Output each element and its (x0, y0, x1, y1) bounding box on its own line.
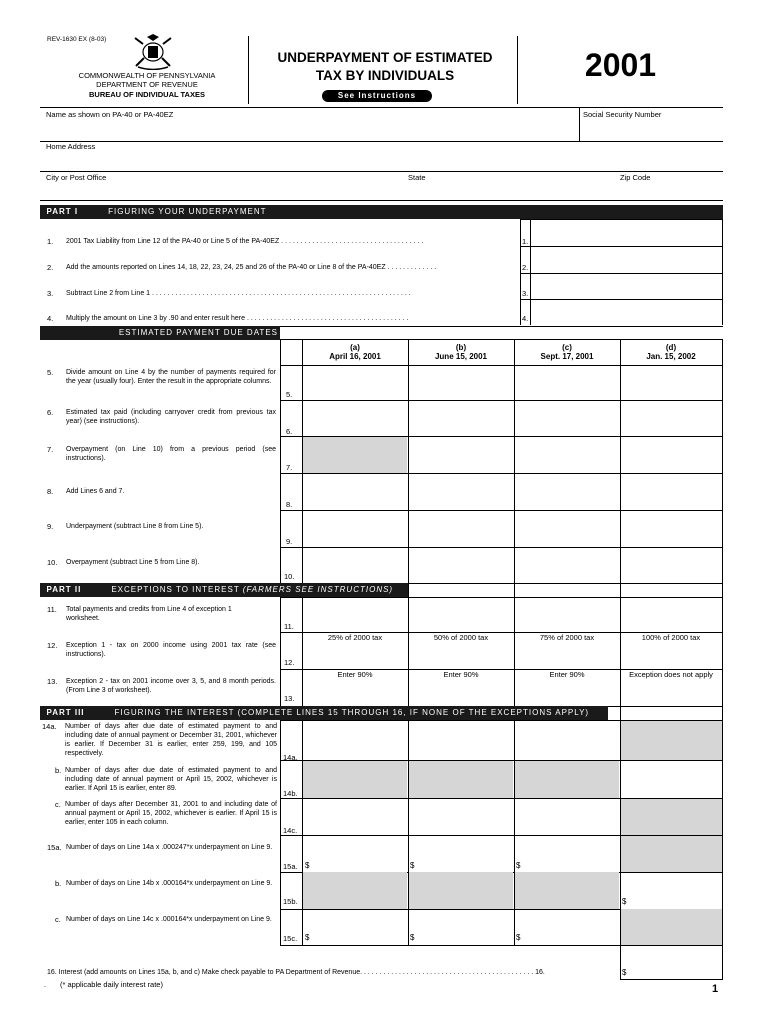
part3-label: PART III (46, 708, 85, 717)
dollar-15a-b: $ (410, 861, 415, 870)
table-cell-input[interactable] (516, 910, 618, 943)
shaded-cell-14b-a (303, 761, 407, 798)
table-cell-input[interactable] (622, 437, 720, 471)
part2-header (40, 583, 408, 597)
table-column-line (514, 339, 515, 945)
table-cell-input[interactable] (410, 836, 512, 870)
table-column-line (280, 339, 281, 945)
line13-text: Exception 2 - tax on 2001 income over 3, 5, and 8 month periods. (From Line 3 of worksheet). (66, 678, 276, 694)
table-cell-input[interactable] (304, 474, 406, 508)
line14c-text: Number of days after December 31, 2001 to and including date of annual payment or April 15, 2002, whichever is earlier. If April 15 is earlier, enter 105 in each column. (65, 801, 277, 826)
col-d-letter: (d) (665, 343, 677, 352)
table-cell-input[interactable] (516, 366, 618, 398)
address-field[interactable] (46, 152, 721, 170)
line14a-box-label: 14a. (283, 753, 298, 762)
line1-box-label: 1. (522, 237, 529, 246)
ssn-label: Social Security Number (583, 110, 662, 119)
line3-field[interactable] (532, 274, 721, 298)
header-divider-left (248, 36, 249, 104)
table-cell-input[interactable] (410, 437, 512, 471)
line5-text: Divide amount on Line 4 by the number of payments required for the year (usually four). Enter the result in the appropriate columns. (66, 369, 276, 385)
see-instructions-button[interactable]: See Instructions (322, 90, 432, 102)
line13-note-b: Enter 90% (443, 670, 479, 679)
table-cell-input[interactable] (622, 598, 720, 630)
line15c-box-label: 15c. (283, 934, 298, 943)
line2-text: Add the amounts reported on Lines 14, 18, 22, 23, 24, 25 and 26 of the PA-40 or Line 8 of the PA-40EZ . . . . . . . . . . . . . (66, 264, 437, 271)
shaded-cell-14a-d (621, 721, 722, 760)
line3-num: 3. (47, 289, 54, 298)
table-cell-input[interactable] (410, 721, 512, 758)
table-cell-input[interactable] (304, 366, 406, 398)
line1-text: 2001 Tax Liability from Line 12 of the PA-40 or Line 5 of the PA-40EZ . . . . . . . . . . . . . . . . . . . . . . . . . . . . . . . . . . . . . (66, 238, 424, 245)
line12-num: 12. (47, 641, 58, 650)
line2-num: 2. (47, 263, 54, 272)
part2-label: PART II (46, 585, 82, 594)
table-cell-input[interactable] (622, 761, 720, 796)
table-cell-input[interactable] (410, 401, 512, 434)
shaded-cell-15b-b (409, 872, 513, 909)
shaded-cell-15b-c (515, 872, 619, 909)
line6-text: Estimated tax paid (including carryover credit from previous tax year) (see instructions). (66, 409, 276, 425)
line7-num: 7. (47, 445, 54, 454)
line3-text: Subtract Line 2 from Line 1 . . . . . . . . . . . . . . . . . . . . . . . . . . . . . . . . . . . . . . . . . . . . . . . . . . . . . . . . . . . . . . . . . . . (66, 290, 411, 297)
dollar-15c-a: $ (305, 933, 310, 942)
part3-header (40, 706, 608, 720)
state-label: State (408, 173, 426, 182)
footnote-bullet: . (44, 980, 47, 989)
line4-box-label: 4. (522, 314, 529, 323)
line10-box-label: 10. (284, 572, 295, 581)
line16-field[interactable] (630, 946, 720, 978)
line9-text: Underpayment (subtract Line 8 from Line 5). (66, 523, 204, 530)
state-field[interactable] (408, 184, 588, 200)
table-cell-input[interactable] (304, 548, 406, 581)
col-d-date: Jan. 15, 2002 (646, 352, 696, 361)
line11-text: Total payments and credits from Line 4 of exception 1 worksheet. (66, 606, 232, 622)
table-cell-input[interactable] (304, 721, 406, 758)
table-column-line (722, 339, 723, 945)
line12-note-d: 100% of 2000 tax (641, 633, 701, 642)
table-cell-input[interactable] (622, 511, 720, 545)
line10-num: 10. (47, 558, 58, 567)
line5-box-label: 5. (286, 390, 293, 399)
line12-text: Exception 1 - tax on 2000 income using 2001 tax rate (see instructions). (66, 642, 276, 658)
table-cell-input[interactable] (304, 836, 406, 870)
col-b-date: June 15, 2001 (434, 352, 488, 361)
table-column-line (408, 339, 409, 945)
col-a-date: April 16, 2001 (329, 352, 381, 361)
line15c-text: Number of days on Line 14c x .000164*x underpayment on Line 9. (66, 916, 272, 923)
line12-note-b: 50% of 2000 tax (433, 633, 489, 642)
line13-box-label: 13. (284, 694, 295, 703)
part2-title: EXCEPTIONS TO INTEREST (111, 585, 240, 594)
table-row-line (280, 339, 723, 340)
table-cell-input[interactable] (304, 598, 406, 630)
dollar-15a-a: $ (305, 861, 310, 870)
shaded-cell-15c-d (621, 909, 722, 945)
line15a-text: Number of days on Line 14a x .000247*x underpayment on Line 9. (66, 844, 273, 851)
line4-field[interactable] (532, 300, 721, 324)
zip-label: Zip Code (620, 173, 651, 182)
table-cell-input[interactable] (516, 474, 618, 508)
line12-box-label: 12. (284, 658, 295, 667)
table-cell-input[interactable] (410, 548, 512, 581)
col-c-date: Sept. 17, 2001 (540, 352, 594, 361)
line12-note-c: 75% of 2000 tax (539, 633, 595, 642)
line6-num: 6. (47, 408, 54, 417)
line11-num: 11. (47, 605, 57, 614)
line15b-text: Number of days on Line 14b x .000164*x underpayment on Line 9. (66, 880, 273, 887)
shaded-cell-14b-b (409, 761, 513, 798)
line2-field[interactable] (532, 247, 721, 272)
col-b-letter: (b) (455, 343, 467, 352)
footnote: (* applicable daily interest rate) (60, 980, 163, 989)
line9-box-label: 9. (286, 537, 293, 546)
zip-field[interactable] (620, 184, 720, 200)
line15a-num: 15a. (47, 843, 62, 852)
dollar-16: $ (622, 968, 627, 977)
line15a-box-label: 15a. (283, 862, 298, 871)
line14b-num: b. (55, 766, 62, 775)
line14c-num: c. (55, 800, 61, 809)
table-cell-input[interactable] (410, 598, 512, 630)
line2-box-label: 2. (522, 263, 529, 272)
part3-title: FIGURING THE INTEREST (COMPLETE LINES 15 THROUGH 16, IF NONE OF THE EXCEPTIONS APPLY) (114, 708, 590, 717)
line16-text: 16. Interest (add amounts on Lines 15a, b, and c) Make check payable to PA Department of Revenue. . . . . . . . . . . . . . . . . . . . . . . . . . . . . . . . . . . . . . . . . . . . . 16. (47, 969, 545, 976)
agency-name: COMMONWEALTH OF PENNSYLVANIA (78, 71, 216, 80)
city-label: City or Post Office (46, 173, 107, 182)
line15b-box-label: 15b. (283, 897, 298, 906)
form-id: REV-1630 EX (8-03) (47, 36, 107, 43)
due-dates-header (40, 326, 280, 340)
table-cell-input[interactable] (516, 721, 618, 758)
table-cell-input[interactable] (622, 548, 720, 581)
table-cell-input[interactable] (304, 799, 406, 833)
shaded-cell-14b-c (515, 761, 619, 798)
table-cell-input[interactable] (410, 511, 512, 545)
table-cell-input[interactable] (516, 548, 618, 581)
line11-box-label: 11. (284, 622, 294, 631)
table-cell-input[interactable] (410, 366, 512, 398)
line7-text: Overpayment (on Line 10) from a previous period (see instructions). (66, 446, 276, 462)
line14a-text: Number of days after due date of estimated payment to and including date of annual payment or December 31, 2001, whichever is earlier. If December 31 is earlier, enter 259, 199, and 105 respectively. (65, 723, 277, 757)
table-cell-input[interactable] (304, 511, 406, 545)
line13-note-c: Enter 90% (549, 670, 585, 679)
line13-note-a: Enter 90% (337, 670, 373, 679)
table-cell-input[interactable] (516, 401, 618, 434)
line7-box-label: 7. (286, 463, 293, 472)
part1-header (40, 205, 723, 219)
line15b-num: b. (55, 879, 62, 888)
part1-label: PART I (46, 207, 79, 216)
table-cell-input[interactable] (516, 836, 618, 870)
address-label: Home Address (46, 142, 96, 151)
line1-field[interactable] (532, 220, 721, 245)
line15c-num: c. (55, 915, 61, 924)
line13-note-d: Exception does not apply (629, 670, 713, 679)
shaded-cell-7a (303, 437, 407, 473)
table-cell-input[interactable] (516, 511, 618, 545)
line8-num: 8. (47, 487, 54, 496)
line13-num: 13. (47, 677, 58, 686)
shaded-cell-15a-d (621, 836, 722, 872)
line4-text: Multiply the amount on Line 3 by .90 and enter result here . . . . . . . . . . . . . . . . . . . . . . . . . . . . . . . . . . . . . . . . . . (66, 315, 409, 322)
line14b-box-label: 14b. (283, 789, 298, 798)
line6-box-label: 6. (286, 427, 293, 436)
table-cell-input[interactable] (516, 598, 618, 630)
line10-text: Overpayment (subtract Line 5 from Line 8). (66, 559, 200, 566)
col-a-letter: (a) (350, 343, 360, 352)
line9-num: 9. (47, 522, 54, 531)
tax-year: 2001 (584, 47, 657, 83)
dollar-15a-c: $ (516, 861, 521, 870)
pa-seal-icon (130, 34, 176, 70)
table-cell-input[interactable] (622, 873, 720, 907)
table-cell-input[interactable] (516, 799, 618, 833)
table-cell-input[interactable] (410, 799, 512, 833)
line1-num: 1. (47, 237, 54, 246)
table-cell-input[interactable] (622, 366, 720, 398)
line8-text: Add Lines 6 and 7. (66, 488, 125, 495)
form-title-line2: TAX BY INDIVIDUALS (315, 68, 455, 83)
shaded-cell-14c-d (621, 799, 722, 835)
line14b-text: Number of days after due date of estimated payment to and including date of annual payment or April 15, 2002, whichever is earlier. If April 15 is earlier, enter 89. (65, 767, 277, 792)
name-field[interactable] (46, 120, 576, 140)
line5-num: 5. (47, 368, 54, 377)
table-column-line (302, 339, 303, 945)
page-number: 1 (712, 983, 719, 995)
shaded-cell-15b-a (303, 872, 407, 909)
part2-title-note: (FARMERS SEE INSTRUCTIONS) (242, 585, 394, 594)
line14c-box-label: 14c. (283, 826, 298, 835)
dollar-15b-d: $ (622, 897, 627, 906)
table-cell-input[interactable] (304, 910, 406, 943)
table-cell-input[interactable] (304, 401, 406, 434)
due-dates-title: ESTIMATED PAYMENT DUE DATES (118, 328, 278, 337)
line8-box-label: 8. (286, 500, 293, 509)
table-cell-input[interactable] (622, 474, 720, 508)
line12-note-a: 25% of 2000 tax (327, 633, 383, 642)
table-cell-input[interactable] (516, 437, 618, 471)
city-field[interactable] (46, 184, 396, 200)
line3-box-label: 3. (522, 289, 529, 298)
table-cell-input[interactable] (410, 910, 512, 943)
dollar-15c-b: $ (410, 933, 415, 942)
line4-num: 4. (47, 314, 54, 323)
ssn-field[interactable] (583, 120, 721, 140)
table-cell-input[interactable] (410, 474, 512, 508)
name-label: Name as shown on PA-40 or PA-40EZ (46, 110, 174, 119)
part1-title: FIGURING YOUR UNDERPAYMENT (108, 207, 267, 216)
form-title-line1: UNDERPAYMENT OF ESTIMATED (277, 50, 493, 65)
bureau-name: BUREAU OF INDIVIDUAL TAXES (89, 90, 205, 99)
dollar-15c-c: $ (516, 933, 521, 942)
table-cell-input[interactable] (622, 401, 720, 434)
department-name: DEPARTMENT OF REVENUE (96, 80, 198, 89)
col-c-letter: (c) (562, 343, 572, 352)
line14a-num: 14a. (42, 722, 57, 731)
